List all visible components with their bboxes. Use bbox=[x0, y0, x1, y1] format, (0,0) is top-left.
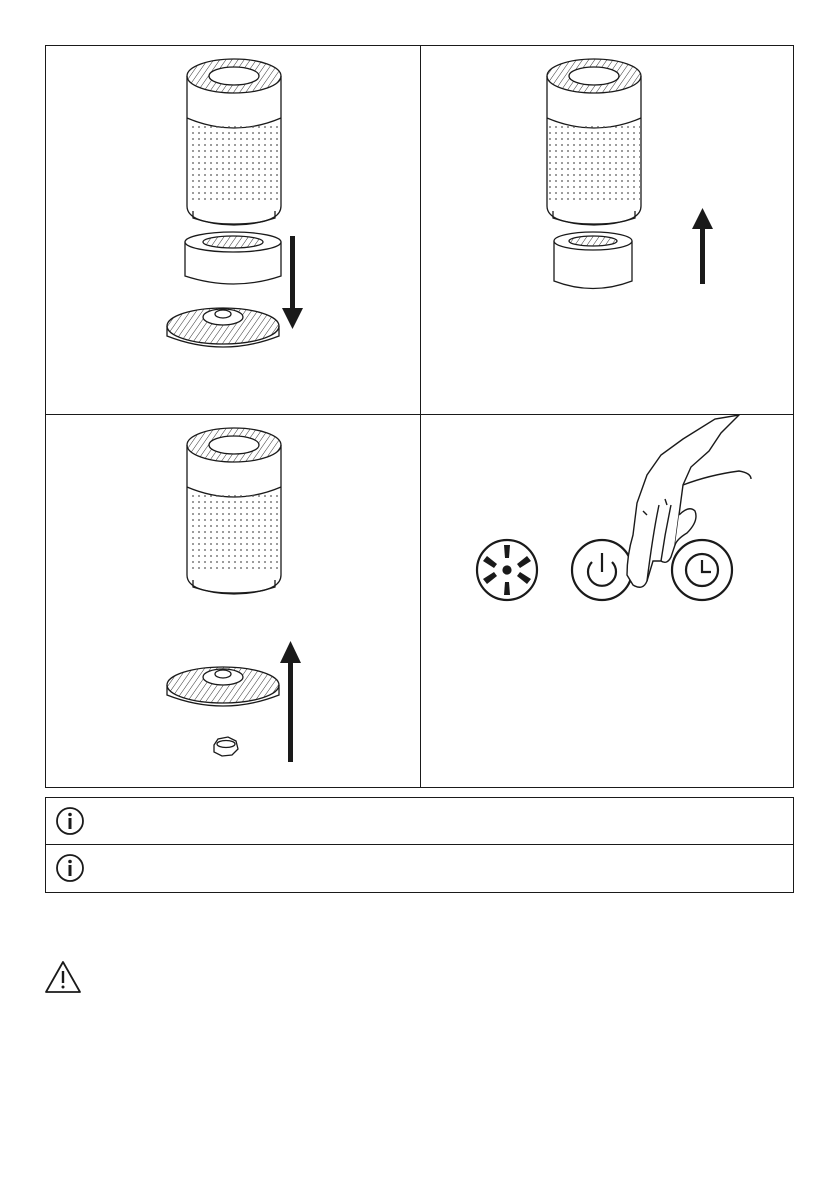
info-icon bbox=[55, 853, 85, 888]
purifier-body bbox=[187, 59, 281, 225]
info-notes-table bbox=[45, 797, 794, 893]
filter-cartridge bbox=[554, 232, 632, 289]
figure-insert-filter bbox=[421, 46, 795, 414]
purifier-filter-insert-illustration bbox=[421, 46, 795, 414]
arrow-down bbox=[282, 236, 303, 329]
figure-remove-filter bbox=[46, 46, 420, 414]
warning-triangle-icon bbox=[44, 960, 82, 999]
info-icon bbox=[55, 806, 85, 841]
info-note-row bbox=[46, 798, 793, 845]
arrow-up bbox=[692, 208, 713, 284]
power-icon bbox=[572, 540, 632, 600]
purifier-base-attach-illustration bbox=[46, 415, 420, 789]
timer-icon bbox=[672, 540, 732, 600]
arrow-up bbox=[280, 641, 301, 762]
lock-nut bbox=[214, 737, 238, 756]
figure-attach-base bbox=[46, 415, 420, 789]
purifier-body bbox=[187, 428, 281, 594]
instruction-figure-grid bbox=[45, 45, 794, 788]
filter-cartridge bbox=[185, 232, 281, 284]
base-cap bbox=[167, 308, 279, 347]
control-panel-illustration bbox=[421, 415, 795, 789]
purifier-body bbox=[547, 59, 641, 225]
purifier-disassembly-illustration bbox=[46, 46, 420, 414]
base-cap bbox=[167, 667, 279, 706]
fan-speed-icon bbox=[477, 540, 537, 600]
info-note-row bbox=[46, 845, 793, 892]
figure-control-panel bbox=[421, 415, 795, 789]
